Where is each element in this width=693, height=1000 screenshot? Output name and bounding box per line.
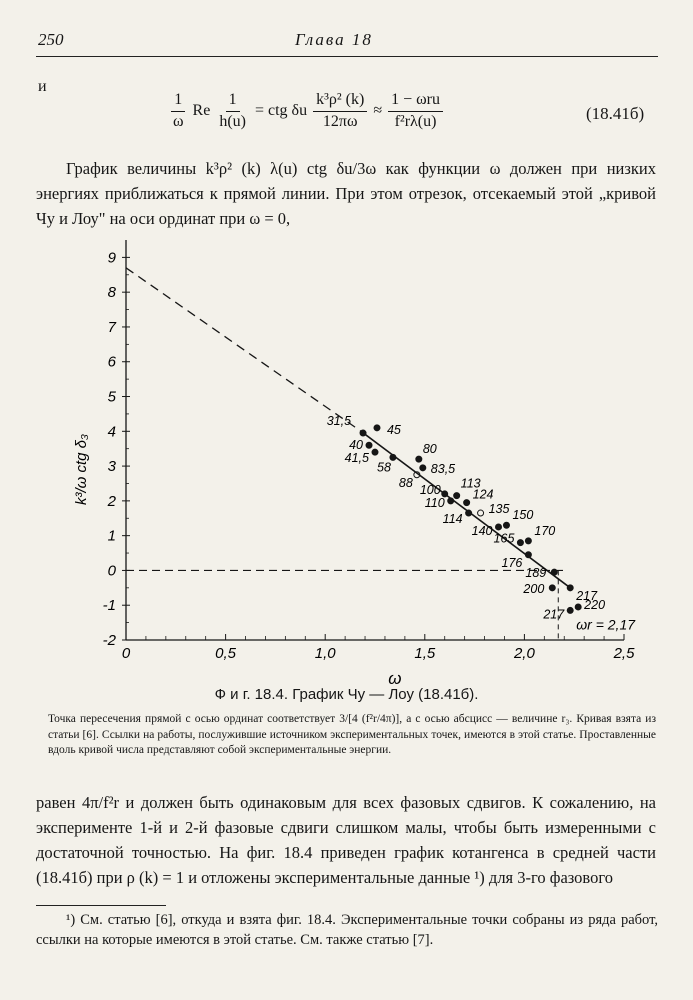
data-point bbox=[517, 540, 523, 546]
data-point-label: 217 bbox=[543, 607, 565, 622]
frac-one-over-omega bbox=[170, 92, 187, 131]
x-tick-label: 2,5 bbox=[613, 645, 635, 662]
footnote-rule bbox=[36, 905, 166, 906]
frac-num: k³ρ² (k) bbox=[313, 92, 367, 112]
data-point-label: 110 bbox=[424, 495, 445, 510]
data-point-label: 100 bbox=[419, 482, 441, 497]
y-tick-label: 4 bbox=[107, 423, 116, 441]
chu-low-chart bbox=[0, 228, 693, 688]
data-point-label: 83,5 bbox=[430, 461, 456, 476]
frac-den: h(u) bbox=[219, 112, 246, 130]
data-point-label: 165 bbox=[493, 531, 515, 546]
re-operator: Re bbox=[192, 102, 211, 120]
data-point bbox=[464, 500, 470, 506]
y-axis-label: k³/ω ctg δ₃ bbox=[73, 434, 90, 506]
x-tick-label: 2,0 bbox=[513, 645, 535, 662]
data-point-label: 80 bbox=[422, 442, 437, 457]
formula-prefix: и bbox=[38, 78, 47, 95]
data-point bbox=[372, 449, 378, 455]
data-point-label: 189 bbox=[525, 566, 547, 581]
frac-num: 1 bbox=[226, 92, 240, 112]
header-rule bbox=[36, 56, 658, 57]
data-point bbox=[448, 498, 454, 504]
data-point-label: 124 bbox=[472, 487, 494, 502]
data-point-label: 140 bbox=[471, 523, 493, 538]
y-tick-label: 1 bbox=[107, 527, 116, 545]
data-point bbox=[496, 524, 502, 530]
data-point-label: 170 bbox=[534, 523, 556, 538]
data-point-label: 150 bbox=[512, 508, 534, 523]
data-point-label: 88 bbox=[398, 475, 413, 490]
frac-middle bbox=[313, 92, 367, 131]
data-point bbox=[549, 585, 555, 591]
frac-den: 12πω bbox=[322, 112, 358, 130]
omega-r-annotation: ωr = 2,17 bbox=[576, 616, 636, 633]
frac-right bbox=[388, 92, 443, 131]
paragraph-1: График величины k³ρ² (k) λ(u) ctg δu/3ω как функции ω должен при низких энергиях приближаться к прямой линии. При этом отрезок, отсекаемый этой „кривой Чу и Лоу" на оси ординат при ω = 0, bbox=[36, 159, 656, 228]
x-tick-label: 0 bbox=[121, 645, 131, 662]
data-point bbox=[416, 456, 422, 462]
data-point bbox=[551, 569, 557, 575]
footnote: ¹) См. статью [6], откуда и взята фиг. 18.4. Экспериментальные точки собраны из ряда работ, ссылки на которые имеются в этой статье. См. также статью [7]. bbox=[36, 912, 658, 948]
data-point-label: 200 bbox=[523, 581, 545, 596]
data-point bbox=[366, 442, 372, 448]
frac-den: ω bbox=[173, 112, 184, 130]
y-tick-label: -2 bbox=[102, 632, 116, 649]
data-point-label: 41,5 bbox=[344, 451, 369, 466]
data-point bbox=[454, 493, 460, 499]
y-tick-label: 5 bbox=[107, 388, 116, 406]
data-point bbox=[360, 430, 366, 436]
paragraph-2: равен 4π/f²r и должен быть одинаковым для всех фазовых сдвигов. К сожалению, на эксперименте 1-й и 2-й фазовые сдвиги слишком малы, чтобы быть измеренными с достаточной точностью. На фиг. 18.4 приведен график котангенса в средней части (18.41б) при ρ (k) = 1 и отложены экспериментальные данные ¹) для 3-го фазового bbox=[36, 793, 656, 887]
data-point-label: 58 bbox=[377, 460, 391, 475]
equation-18-41b bbox=[170, 92, 443, 131]
y-tick-label: 6 bbox=[107, 353, 116, 371]
y-tick-label: 7 bbox=[107, 318, 116, 336]
data-point bbox=[374, 425, 380, 431]
data-point bbox=[466, 510, 472, 516]
data-point bbox=[420, 465, 426, 471]
data-point-label: 217 bbox=[576, 588, 598, 603]
data-point-label: 40 bbox=[349, 438, 364, 453]
page-number: 250 bbox=[38, 30, 64, 49]
frac-one-over-h bbox=[216, 92, 249, 131]
y-tick-label: 8 bbox=[107, 284, 116, 302]
y-tick-label: 9 bbox=[107, 249, 116, 267]
data-point-label: 135 bbox=[488, 502, 510, 517]
data-point bbox=[503, 522, 509, 528]
data-point-label: 31,5 bbox=[326, 414, 352, 429]
figure-caption-title: Ф и г. 18.4. График Чу — Лоу (18.41б). bbox=[214, 686, 479, 703]
x-tick-label: 1,5 bbox=[414, 645, 436, 662]
x-tick-label: 0,5 bbox=[215, 645, 237, 662]
y-tick-label: -1 bbox=[102, 597, 116, 615]
data-point-label: 45 bbox=[386, 422, 401, 437]
approx-sign: ≈ bbox=[373, 102, 383, 120]
frac-den: f²rλ(u) bbox=[394, 112, 437, 130]
data-point bbox=[567, 585, 573, 591]
data-point bbox=[525, 552, 531, 558]
frac-num: 1 − ωru bbox=[388, 92, 443, 112]
data-point bbox=[567, 607, 573, 613]
data-point bbox=[525, 538, 531, 544]
y-tick-label: 0 bbox=[107, 562, 116, 580]
y-tick-label: 2 bbox=[107, 492, 116, 510]
chapter-title: Глава 18 bbox=[295, 30, 373, 49]
figure-caption-body: Точка пересечения прямой с осью ординат соответствует 3/[4 (f²r/4π)], а с осью абсцисс — величине r₃. Кривая взята из статьи [6]. Ссылки на работы, послужившие источником экспериментальных точек, имеются в этой статье. Проставленные вдоль кривой числа представляют собой экспериментальные энергии. bbox=[48, 713, 656, 756]
data-point bbox=[478, 510, 484, 516]
equation-number: (18.41б) bbox=[586, 104, 645, 123]
y-tick-label: 3 bbox=[107, 458, 116, 476]
fit-line-dashed bbox=[126, 268, 361, 431]
data-point-label: 113 bbox=[460, 476, 481, 491]
x-axis-label: ω bbox=[388, 669, 402, 688]
ctg-term: = ctg δu bbox=[254, 102, 308, 120]
data-point-label: 176 bbox=[501, 555, 523, 570]
frac-num: 1 bbox=[171, 92, 185, 112]
x-tick-label: 1,0 bbox=[314, 645, 336, 662]
data-point-label: 114 bbox=[442, 512, 463, 527]
data-point-label: 220 bbox=[584, 597, 606, 612]
data-point bbox=[575, 604, 581, 610]
